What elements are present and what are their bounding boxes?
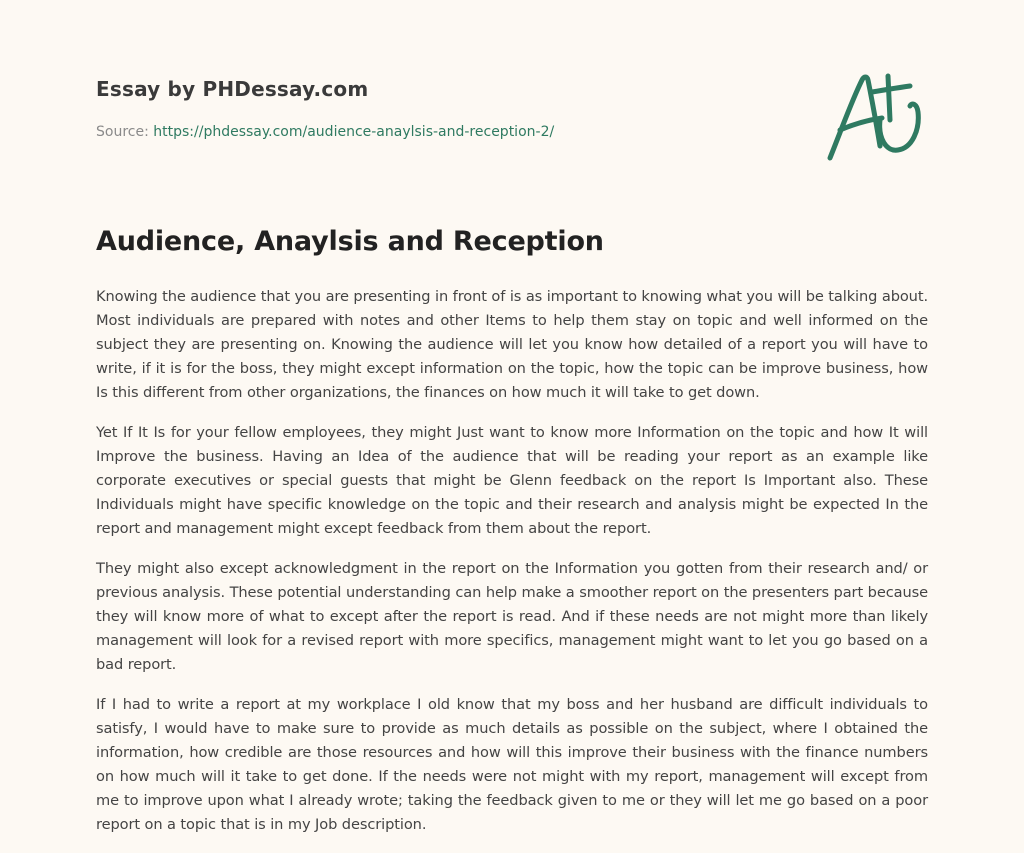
a-plus-logo xyxy=(824,68,928,164)
article-body xyxy=(96,285,928,853)
article-paragraph: Yet If It Is for your fellow employees, they might Just want to know more Information on the topic and how It will Improve the business. Having an Idea of the audience that will be reading your report as an example like corporate executives or special guests that might be Glenn feedback on the report Is Important also. These Individuals might have specific knowledge on the topic and their research and analysis might be expected In the report and management might except feedback from them about the report. xyxy=(96,424,928,537)
article-paragraph: Knowing the audience that you are presenting in front of is as important to knowing what you will be talking about. Most individuals are prepared with notes and other Items to help them stay on topic and well informed on the subject they are presenting on. Knowing the audience will let you know how detailed of a report you will have to write, if it is for the boss, they might except information on the topic, how the topic can be improve business, how Is this different from other organizations, the finances on how much it will take to get down. xyxy=(96,288,928,401)
source-link[interactable]: https://phdessay.com/audience-anaylsis-and-reception-2/ xyxy=(153,124,555,140)
article-paragraph: If I had to write a report at my workplace I old know that my boss and her husband are difficult individuals to satisfy, I would have to make sure to provide as much details as possible on the subject, where I obtained the information, how credible are those resources and how will this improve their business with the finance numbers on how much will it take to get done. If the needs were not might with my report, management will except from me to improve upon what I already wrote; taking the feedback given to me or they will let me go based on a poor report on a topic that is in my Job description. xyxy=(96,696,928,833)
source-line xyxy=(96,124,554,140)
article-title: Audience, Anaylsis and Reception xyxy=(96,226,604,257)
article-paragraph: They might also except acknowledgment in the report on the Information you gotten from their research and/ or previous analysis. These potential understanding can help make a smoother report on the presenters part because they will know more of what to except after the report is read. And if these needs are not might more than likely management will look for a revised report with more specifics, management might want to let you go based on a bad report. xyxy=(96,560,928,673)
source-label: Source: xyxy=(96,124,149,140)
site-brand: Essay by PHDessay.com xyxy=(96,77,369,101)
